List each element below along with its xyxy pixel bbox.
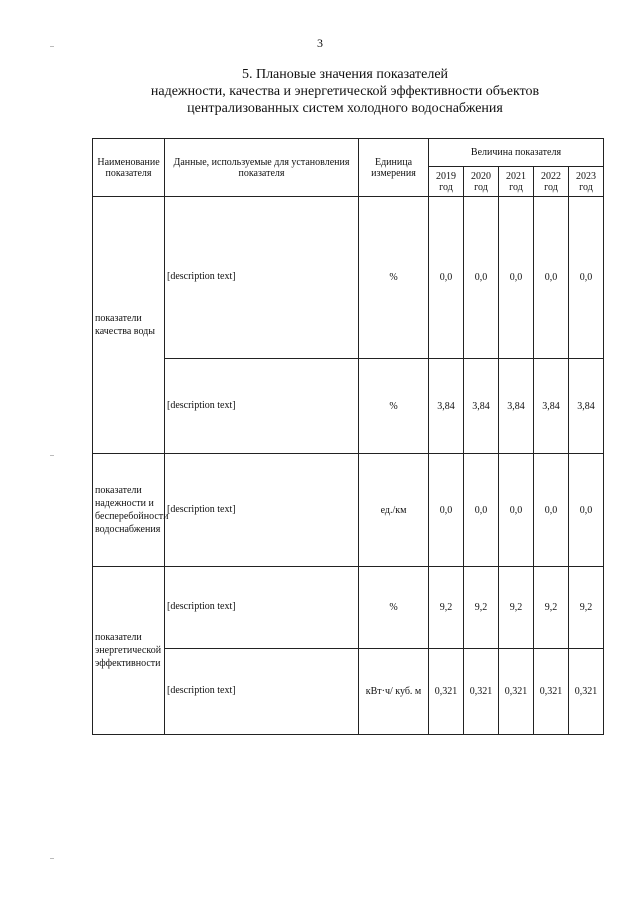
value-cell: 9,2 — [534, 567, 569, 649]
table-row — [93, 197, 604, 359]
value-cell: 0,321 — [569, 649, 604, 735]
header-data: Данные, используемые для установления показателя — [165, 139, 359, 197]
page-number: 3 — [317, 36, 323, 50]
value-cell: 0,0 — [429, 197, 464, 359]
table-row — [93, 454, 604, 567]
value-cell: 3,84 — [569, 359, 604, 454]
title-line: надежности, качества и энергетической эффективности объектов — [150, 84, 540, 99]
title-line: централизованных систем холодного водоснабжения — [187, 101, 503, 116]
row-description: [description text] — [165, 359, 359, 454]
value-cell: 9,2 — [464, 567, 499, 649]
header-name: Наименование показателя — [93, 139, 165, 197]
value-cell: 0,321 — [499, 649, 534, 735]
value-cell: 3,84 — [464, 359, 499, 454]
section-title — [120, 66, 570, 117]
value-cell: 0,0 — [464, 454, 499, 567]
indicators-table — [92, 138, 604, 735]
value-cell: 9,2 — [499, 567, 534, 649]
value-cell: 0,0 — [429, 454, 464, 567]
header-year: 2020 год — [464, 167, 499, 197]
value-cell: 0,0 — [534, 454, 569, 567]
row-unit: % — [359, 359, 429, 454]
value-cell: 3,84 — [499, 359, 534, 454]
value-cell: 9,2 — [569, 567, 604, 649]
header-year: 2023 год — [569, 167, 604, 197]
value-cell: 0,321 — [429, 649, 464, 735]
header-year: 2019 год — [429, 167, 464, 197]
value-cell: 0,321 — [534, 649, 569, 735]
value-cell: 0,0 — [569, 197, 604, 359]
group-name: показатели надежности и бесперебойности водоснабжения — [93, 454, 165, 567]
table-row — [93, 567, 604, 649]
header-unit: Единица измерения — [359, 139, 429, 197]
group-name: показатели энергетической эффективности — [93, 567, 165, 735]
value-cell: 3,84 — [429, 359, 464, 454]
value-cell: 9,2 — [429, 567, 464, 649]
value-cell: 3,84 — [534, 359, 569, 454]
table-row — [93, 649, 604, 735]
value-cell: 0,0 — [499, 454, 534, 567]
value-cell: 0,0 — [569, 454, 604, 567]
value-cell: 0,321 — [464, 649, 499, 735]
row-description: [description text] — [165, 197, 359, 359]
header-value-group: Величина показателя — [429, 139, 604, 167]
row-description: [description text] — [165, 649, 359, 735]
value-cell: 0,0 — [534, 197, 569, 359]
header-year: 2021 год — [499, 167, 534, 197]
row-unit: ед./км — [359, 454, 429, 567]
table-row — [93, 359, 604, 454]
row-description: [description text] — [165, 567, 359, 649]
value-cell: 0,0 — [499, 197, 534, 359]
row-unit: % — [359, 567, 429, 649]
value-cell: 0,0 — [464, 197, 499, 359]
margin-mark — [50, 858, 54, 859]
group-name: показатели качества воды — [93, 197, 165, 454]
header-year: 2022 год — [534, 167, 569, 197]
row-unit: % — [359, 197, 429, 359]
row-unit: кВт·ч/ куб. м — [359, 649, 429, 735]
margin-mark — [50, 455, 54, 456]
title-line: 5. Плановые значения показателей — [241, 67, 449, 82]
row-description: [description text] — [165, 454, 359, 567]
